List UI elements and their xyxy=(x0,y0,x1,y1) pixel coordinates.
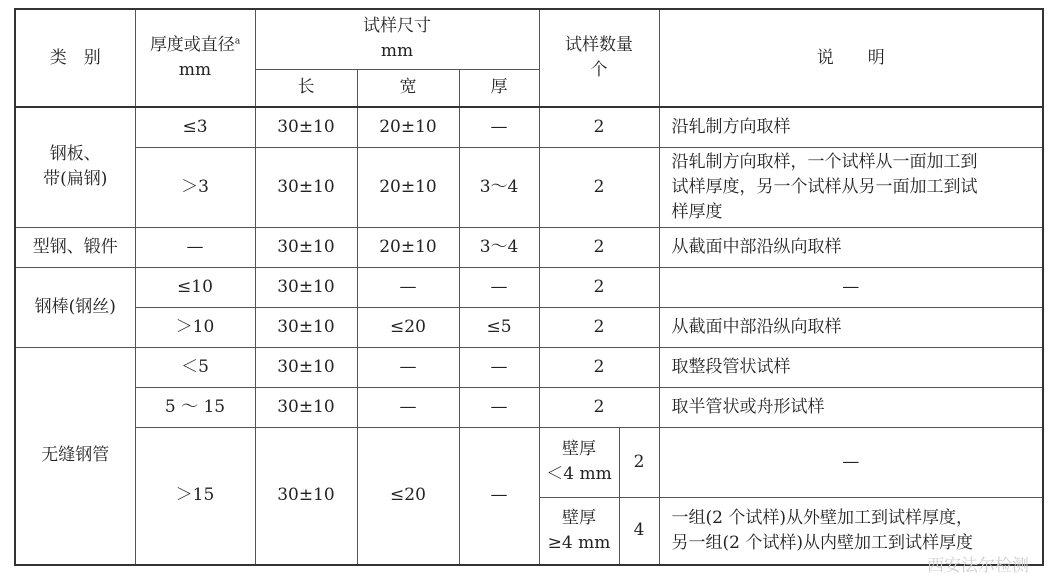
cell-count: 2 xyxy=(539,107,659,147)
cell-length: 30±10 xyxy=(255,427,357,565)
cell-length: 30±10 xyxy=(255,267,357,307)
cell-thick: — xyxy=(459,107,539,147)
cell-remark-line: 一组(2 个试样)从外壁加工到试样厚度， xyxy=(671,507,974,528)
header-thickness xyxy=(135,9,255,107)
table-row xyxy=(15,347,1043,387)
header-thick: 厚 xyxy=(459,69,539,107)
cell-width: — xyxy=(357,387,459,427)
table-row xyxy=(15,147,1043,227)
cell-count: 2 xyxy=(539,307,659,347)
cell-count: 2 xyxy=(539,387,659,427)
cell-dim: ＞15 xyxy=(135,427,255,565)
cell-length: 30±10 xyxy=(255,347,357,387)
cell-width: ≤20 xyxy=(357,427,459,565)
cell-count: 2 xyxy=(539,267,659,307)
cell-remark: — xyxy=(659,427,1043,497)
cell-wall-thick xyxy=(539,497,619,565)
cell-dim: ≤10 xyxy=(135,267,255,307)
cell-wall-range: ＜4 mm xyxy=(546,464,612,484)
cell-wall-thin xyxy=(539,427,619,497)
cell-dim: ≤3 xyxy=(135,107,255,147)
cell-length: 30±10 xyxy=(255,227,357,267)
header-remark-label: 说 明 xyxy=(816,47,885,68)
cell-remark-line: 试样厚度，另一个试样从另一面加工到试 xyxy=(671,176,978,197)
category-bar: 钢棒(钢丝) xyxy=(15,267,135,347)
table-row xyxy=(15,267,1043,307)
header-remark xyxy=(659,9,1043,107)
category-tube: 无缝钢管 xyxy=(15,347,135,565)
cell-thick: — xyxy=(459,267,539,307)
category-plate xyxy=(15,107,135,227)
cell-length: 30±10 xyxy=(255,387,357,427)
cell-dim: ＞3 xyxy=(135,147,255,227)
cell-remark xyxy=(659,147,1043,227)
cell-remark-line: 另一组(2 个试样)从内壁加工到试样厚度 xyxy=(671,532,974,553)
header-sample-size xyxy=(255,9,539,69)
header-thickness-text: 厚度或直径 xyxy=(149,35,235,55)
header-length: 长 xyxy=(255,69,357,107)
category-section: 型钢、锻件 xyxy=(15,227,135,267)
cell-width: 20±10 xyxy=(357,227,459,267)
cell-thick: — xyxy=(459,387,539,427)
cell-remark xyxy=(659,497,1043,565)
cell-thick: 3～4 xyxy=(459,147,539,227)
header-thickness-unit: mm xyxy=(178,60,212,80)
cell-remark: 从截面中部沿纵向取样 xyxy=(659,227,1043,267)
cell-count: 2 xyxy=(619,427,659,497)
cell-thick: ≤5 xyxy=(459,307,539,347)
cell-thick: 3～4 xyxy=(459,227,539,267)
cell-width: — xyxy=(357,347,459,387)
spec-table-container xyxy=(14,8,1042,566)
cell-dim: — xyxy=(135,227,255,267)
cell-dim: 5 ～ 15 xyxy=(135,387,255,427)
cell-wall-range: ≥4 mm xyxy=(547,532,611,553)
cell-count: 2 xyxy=(539,347,659,387)
table-row xyxy=(15,387,1043,427)
header-size-unit: mm xyxy=(380,41,414,62)
table-row xyxy=(15,307,1043,347)
sample-spec-table xyxy=(14,8,1044,566)
footnote-marker: a xyxy=(234,36,241,47)
cell-remark: 取半管状或舟形试样 xyxy=(659,387,1043,427)
cell-remark-line: 沿轧制方向取样，一个试样从一面加工到 xyxy=(671,151,978,172)
cell-wall-label: 壁厚 xyxy=(562,439,597,459)
cell-remark-line: 样厚度 xyxy=(671,201,723,222)
cell-remark: 沿轧制方向取样 xyxy=(659,107,1043,147)
header-sample-count xyxy=(539,9,659,107)
header-category xyxy=(15,9,135,107)
cell-count: 2 xyxy=(539,147,659,227)
header-width: 宽 xyxy=(357,69,459,107)
cell-remark: 取整段管状试样 xyxy=(659,347,1043,387)
cell-count: 4 xyxy=(619,497,659,565)
table-row xyxy=(15,227,1043,267)
cell-remark: 从截面中部沿纵向取样 xyxy=(659,307,1043,347)
cell-thick: — xyxy=(459,427,539,565)
header-thickness-label xyxy=(140,33,251,58)
cell-length: 30±10 xyxy=(255,307,357,347)
cell-dim: ＞10 xyxy=(135,307,255,347)
cell-width: 20±10 xyxy=(357,107,459,147)
table-row xyxy=(15,427,1043,497)
cell-thick: — xyxy=(459,347,539,387)
header-count-unit: 个 xyxy=(590,60,608,80)
header-count-title: 试样数量 xyxy=(565,35,634,55)
header-category-label: 类 别 xyxy=(49,47,101,68)
cell-width: — xyxy=(357,267,459,307)
watermark: 西安法尔检测 xyxy=(927,556,1029,576)
cell-width: 20±10 xyxy=(357,147,459,227)
cell-length: 30±10 xyxy=(255,147,357,227)
category-plate-line1: 钢板、 xyxy=(49,144,101,165)
cell-length: 30±10 xyxy=(255,107,357,147)
table-row xyxy=(15,107,1043,147)
cell-wall-label: 壁厚 xyxy=(562,507,597,528)
cell-width: ≤20 xyxy=(357,307,459,347)
header-size-title: 试样尺寸 xyxy=(363,16,432,37)
category-plate-line2: 带(扁钢) xyxy=(43,169,108,190)
cell-dim: ＜5 xyxy=(135,347,255,387)
cell-remark: — xyxy=(659,267,1043,307)
cell-count: 2 xyxy=(539,227,659,267)
